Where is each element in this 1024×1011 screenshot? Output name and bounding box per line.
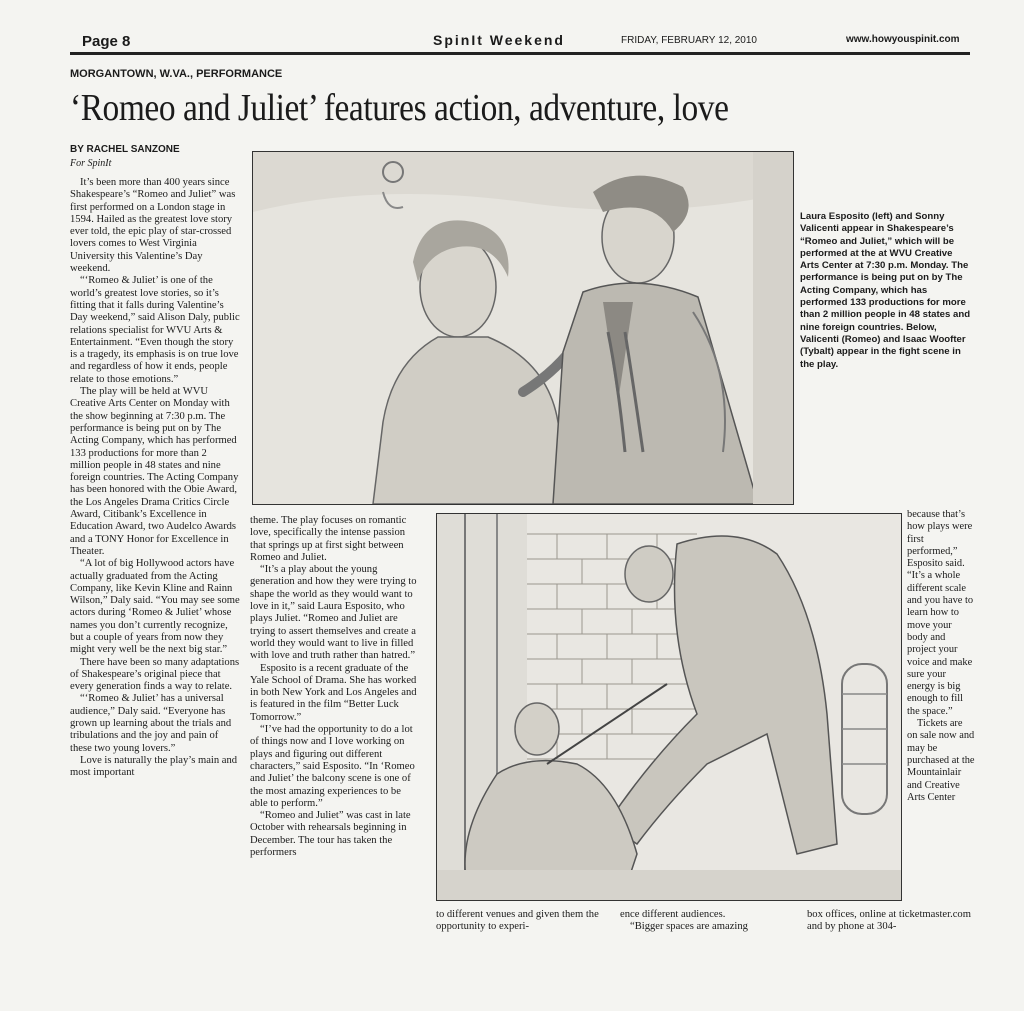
photo-fight-scene <box>436 513 902 901</box>
article-column-4 <box>620 909 798 934</box>
article-column-1 <box>70 177 240 780</box>
article-column-3 <box>436 909 611 934</box>
page-number: Page 8 <box>82 33 131 50</box>
paragraph: “A lot of big Hollywood actors have actually graduated from the Acting Company, like Kevin Kline and Rainn Wilson,” Daly said. “You may see some actors during ‘Romeo & Juliet’ whose names you don’t currently recognize, but a couple of years from now they might very well be the next big star.” <box>70 558 240 656</box>
paragraph: Love is naturally the play’s main and most important <box>70 754 238 779</box>
paragraph: ence different audiences. <box>620 909 726 920</box>
headline: ‘Romeo and Juliet’ features action, adventure, love <box>70 87 729 129</box>
website-url: www.howyouspinit.com <box>846 34 960 45</box>
issue-date: FRIDAY, FEBRUARY 12, 2010 <box>621 35 757 46</box>
paragraph: Esposito is a recent graduate of the Yale School of Drama. She has worked in both New York and Los Angeles and is featured in the film “Better Luck Tomorrow.” <box>250 662 417 723</box>
paragraph: “‘Romeo & Juliet’ has a universal audience,” Daly said. “Everyone has grown up learning about the trials and tribulations and the joy and pain of these two young lovers.” <box>70 693 232 754</box>
paragraph: because that’s how plays were first performed,” Esposito said. “It’s a whole different scale and you have to learn how to move your body and project your voice and make sure your energy is big enough to fill the space.” <box>907 509 974 717</box>
paragraph: There have been so many adaptations of Shakespeare’s original piece that every generation finds a way to relate. <box>70 656 240 693</box>
photo-caption: Laura Esposito (left) and Sonny Valicenti appear in Shakespeare’s “Romeo and Juliet,” which will be performed at the at WVU Creative Arts Center at 7:30 p.m. Monday. The performance is being put on by The Acting Company, which has performed 133 productions for more than 2 million people in 48 states and nine foreign countries. Below, Valicenti (Romeo) and Isaac Woofter (Tybalt) appear in the fight scene in the play. <box>800 211 971 370</box>
byline-credit: For SpinIt <box>70 158 112 169</box>
paragraph: “It’s a play about the young generation and how they were trying to shape the world as they would want to love in it,” said Laura Esposito, who plays Juliet. “Romeo and Juliet are trying to assert themselves and create a world they would want to live in filled with love and truth rather than hatred.” <box>250 564 417 662</box>
byline: BY RACHEL SANZONE <box>70 144 180 155</box>
paragraph: “‘Romeo & Juliet’ is one of the world’s greatest love stories, so it’s fitting that it falls during Valentine’s Day weekend,” said Alison Daly, public relations specialist for WVU Arts & Entertainment. “Even though the story is a tragedy, its emphasis is on true love and regardless of how it ends, people relate to those emotions.” <box>70 275 240 385</box>
paragraph: theme. The play focuses on romantic love, specifically the intense passion that springs up at first sight between Romeo and Juliet. <box>250 515 407 563</box>
paragraph: to different venues and given them the opportunity to experi- <box>436 909 599 933</box>
dateline: MORGANTOWN, W.VA., PERFORMANCE <box>70 68 283 80</box>
paragraph: “Romeo and Juliet” was cast in late October with rehearsals beginning in December. The tour has taken the performers <box>250 810 411 859</box>
header-rule <box>70 52 970 55</box>
section-title: SpinIt Weekend <box>433 32 565 48</box>
article-column-5-bottom <box>807 909 977 934</box>
photo-romeo-juliet <box>252 151 794 505</box>
paragraph: “I’ve had the opportunity to do a lot of things now and I love working on plays and figuring out different characters,” said Esposito. “In ‘Romeo and Juliet’ the balcony scene is one of the most amazing experiences to be able to perform.” <box>250 724 415 809</box>
paragraph: It’s been more than 400 years since Shakespeare’s “Romeo and Juliet” was first performed on a London stage in 1594. Hailed as the greatest love story ever told, the epic play of star-crossed lovers comes to West Virginia University this Valentine’s Day weekend. <box>70 177 236 275</box>
paragraph: The play will be held at WVU Creative Arts Center on Monday with the show beginning at 7:30 p.m. The performance is being put on by The Acting Company, which has performed 133 productions for more than 2 million people in 48 states and nine foreign countries. The Acting Company has been honored with the Obie Award, the Los Angeles Drama Critics Circle Award, Citibank’s Excellence in Education Award, two Audelco Awards and a TONY Honor for Excellence in Theater. <box>70 386 239 557</box>
paragraph: “Bigger spaces are amazing <box>630 921 748 933</box>
paragraph: Tickets are on sale now and may be purchased at the Mountainlair and Creative Arts Center <box>907 718 975 803</box>
paragraph: box offices, online at ticketmaster.com and by phone at 304- <box>807 909 971 933</box>
article-column-2 <box>250 515 420 859</box>
article-column-5-top <box>907 509 975 804</box>
